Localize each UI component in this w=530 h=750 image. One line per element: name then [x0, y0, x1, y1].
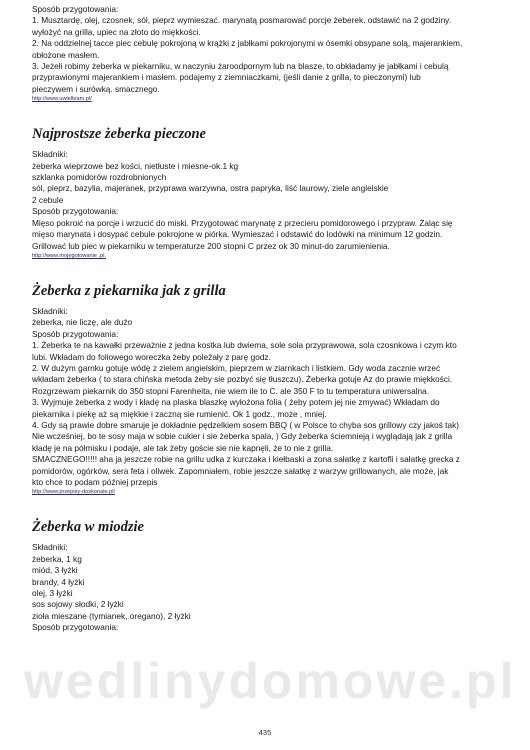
text-line: Rozgrzewam piekarnik do 350 stopni Farenheita, nie wiem ile to C. ale 350 F to tu temperatura uniwersalna. — [32, 385, 430, 396]
watermark-text: wedlinydomowe.pl — [24, 653, 517, 709]
text-line: kto chce to podam później przepis — [32, 477, 158, 487]
text-line: wyłożyć na grilla, upiec na złoto do miękkości. — [32, 26, 201, 37]
text-line: 1. Musztardę, olej, czosnek, sól, pieprz wymieszać. marynatą posmarować porcje żeberek. odstawić na 2 godziny. — [32, 15, 452, 26]
recipe-section — [32, 282, 502, 497]
text-line: Sposób przygotowania: — [32, 4, 119, 14]
text-line: szklanka pomidorów rozdrobnionych — [32, 172, 167, 183]
text-line: Grillować lub piec w piekarniku w temperaturze 200 stopni C przez ok 30 minut-do zarumienienia. — [32, 240, 390, 251]
source-link[interactable]: http://www.uwielbiam.pl/ — [32, 96, 92, 103]
text-line: obłożone masłem. — [32, 49, 100, 60]
recipe-section — [32, 125, 502, 260]
text-line: lubi. Wkładam do foliowego woreczka żeby poleżały z parę godz. — [32, 351, 271, 362]
text-line: mięso marynata i dosypać cebule pokrojone w piórka. Wymieszać i odstawić do lodówki na minimum 12 godzin. — [32, 229, 443, 240]
source-link[interactable]: http://www.przepisy-doskonale.pl/ — [32, 489, 116, 496]
document-page — [32, 4, 502, 634]
text-line: 2 cebule — [32, 194, 64, 205]
recipe-section — [32, 518, 502, 633]
text-line: pomidorów, ogórków, sera feta i oliwek. Zapomniałem, robie jeszcze sałatkę z warzyw grillowanych, ale może, jak — [32, 465, 449, 476]
text-line: żeberka, nie liczę, ale dużo — [32, 317, 133, 328]
text-line: brandy, 4 łyżki — [32, 576, 85, 587]
recipe-title: Najprostsze żeberka pieczone — [32, 126, 206, 143]
text-line: miód, 3 łyżki — [32, 565, 78, 576]
source-link[interactable]: http://www.mojegotowanie .pl. — [32, 252, 106, 259]
text-line: olej, 3 łyżki — [32, 588, 73, 599]
text-line: 2. W dużym garnku gotuje wódę z zielem angielskim, pieprzem w ziarnkach i listkiem. Gdy woda zacznie wrzeć — [32, 362, 441, 373]
text-line: 1. Żeberka te na kawałki przeważnie z jedna kostka lub dwiema, sole sola przyprawowa, sola czosnkowa i czym kto — [32, 340, 457, 351]
text-line: pieczywem i surówką. smacznego. — [32, 83, 160, 94]
text-line: SMACZNEGO!!!!! aha ja jeszcze robie na grillu udka z kurczaka i kiełbaski a zona sałatkę z kartofli i sałatkę grecka z — [32, 454, 460, 465]
text-line: Sposób przygotowania: — [32, 206, 119, 217]
text-line: przyprawionymi majerankiem i masłem. podajemy z ziemniaczkami, (jeśli danie z grilla, to pieczonymi) lub — [32, 72, 421, 83]
text-line: Sposób przygotowania: — [32, 328, 119, 339]
text-line: Sposób przygotowania: — [32, 622, 119, 633]
text-line: sos sojowy słodki, 2 łyżki — [32, 599, 124, 610]
text-line: 2. Na oddzielnej tacce piec cebulę pokrojoną w krążki z jabłkami pokrojonymi w ósemki obsypane solą, majerankiem, — [32, 38, 463, 49]
text-line: żeberka wieprzowe bez kości, nietłuste i miesne-ok.1 kg — [32, 160, 239, 171]
recipe-title: Żeberka z piekarnika jak z grilla — [32, 282, 226, 299]
text-line: Mięso pokroić na porcje i wrzucić do miski. Przygotować marynatę z przecieru pomidorowego i przypraw. Żaląc się — [32, 217, 453, 228]
text-line: sól, pieprz, bazylia, majeranek, przyprawa warzywna, ostra papryka, liść laurowy, ziele angielskie — [32, 183, 389, 194]
text-line: 3. Wyjmuje żeberka z wody i kładę na plaska blaszkę wyłożona folia ( żeby potem jej nie zmywać) Wkładam do — [32, 397, 440, 408]
text-line: 4. Gdy są prawie dobre smaruje je dokładnie pędzelkiem sosem BBQ ( w Polsce to chyba sos grillowy czy jakoś tak) — [32, 419, 460, 430]
text-line: Składniki: — [32, 542, 68, 553]
page-number: 435 — [258, 728, 272, 737]
text-line: Składniki: — [32, 149, 68, 160]
recipe-title: Żeberka w miodzie — [32, 519, 144, 536]
text-line: 3. Jeżeli robimy żeberka w piekarniku, w naczyniu żaroodpornym lub na blasze, to obkładamy je jabłkami i cebulą — [32, 61, 449, 72]
text-line: piekarnika i piekę aż są miękkie i zaczną sie rumienić. Ok 1 godz., może , mniej. — [32, 408, 327, 419]
text-line: Nie wcześniej, bo te sosy maja w sobie cukier i sie żeberka spala, ) Gdy żeberka ściemnieją i wyglądają jak z grilla — [32, 431, 453, 442]
text-line: kładę je na półmisku i podaje, ale tak żeby goście sie nie kapnęli, że to nie z grilla. — [32, 442, 334, 453]
text-line: wkładam żeberka ( to stara chińska metoda żeby sie pozbyć się tłuszczu). Żeberka gotuje Az do prawie miękkości. — [32, 374, 453, 385]
text-line: żeberka, 1 kg — [32, 553, 82, 564]
text-line: Składniki: — [32, 305, 68, 316]
intro-section — [32, 4, 502, 103]
text-line: zioła mieszane (tymianek, oregano), 2 łyżki — [32, 610, 191, 621]
